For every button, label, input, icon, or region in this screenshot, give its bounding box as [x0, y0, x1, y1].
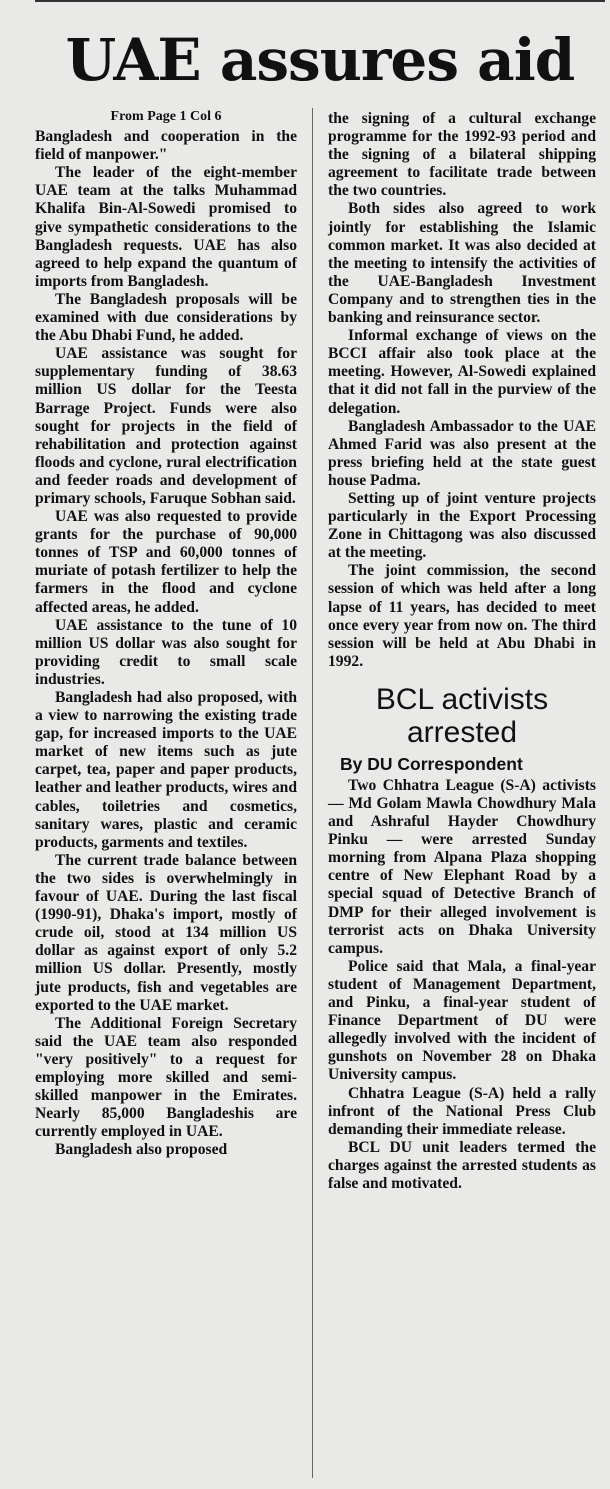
- byline: By DU Correspondent: [340, 753, 523, 774]
- paragraph: Bangladesh had also proposed, with a view to narrowing the existing trade gap, for increased imports to the UAE market of new items such as jute carpet, tea, paper and paper products, leather and leather products, wires and cables, toiletries and cosmetics, sanitary wares, plastic and ceramic products, garments and textiles.: [35, 689, 297, 851]
- paragraph: Bangladesh also proposed: [55, 1141, 228, 1159]
- second-story-headline: BCL activists arrested: [375, 682, 549, 749]
- paragraph: The leader of the eight-member UAE team at the talks Muhammad Khalifa Bin-Al-Sowedi promised to give sympathetic considerations to the Bangladesh requests. UAE has also agreed to help expand the quantum of imports from Bangladesh.: [35, 164, 297, 290]
- paragraph: The current trade balance between the two sides is overwhelmingly in favour of UAE. During the last fiscal (1990-91), Dhaka's import, mostly of crude oil, stood at 134 million US dollar as against export of only 5.2 million US dollar. Presently, mostly jute products, fish and vegetables are exported to the UAE market.: [35, 851, 297, 1014]
- continuation-line: From Page 1 Col 6: [110, 109, 222, 124]
- paragraph: UAE assistance to the tune of 10 million US dollar was also sought for providing credit to small scale industries.: [35, 616, 297, 688]
- paragraph: Both sides also agreed to work jointly for establishing the Islamic common market. It was also decided at the meeting to intensify the activities of the UAE-Bangladesh Investment Company and to strengthen ties in the banking and reinsurance sector.: [328, 200, 596, 327]
- paragraph: Chhatra League (S-A) held a rally infront of the National Press Club demanding their immediate release.: [328, 1084, 596, 1138]
- paragraph: UAE was also requested to provide grants for the purchase of 90,000 tonnes of TSP and 60,000 tonnes of muriate of potash fertilizer to help the farmers in the flood and cyclone affected areas, he added.: [35, 508, 297, 616]
- paragraph: The Additional Foreign Secretary said the UAE team also responded "very positively" to a request for employing more skilled and semi-skilled manpower in the Emirates. Nearly 85,000 Bangladeshis are currently employed in UAE.: [35, 1014, 297, 1141]
- paragraph: The joint commission, the second session of which was held after a long lapse of 11 years, has decided to meet once every year from now on. The third session will be held at Abu Dhabi in 1992.: [328, 562, 596, 670]
- paragraph: Bangladesh and cooperation in the field of manpower.": [35, 128, 297, 164]
- right-column: [328, 110, 596, 1193]
- paragraph: Setting up of joint venture projects particularly in the Export Processing Zone in Chittagong was also discussed at the meeting.: [328, 489, 596, 562]
- paragraph: Bangladesh Ambassador to the UAE Ahmed Farid was also present at the press briefing held at the state guest house Padma.: [328, 417, 596, 489]
- paragraph: Two Chhatra League (S-A) activists — Md Golam Mawla Chowdhury Mala and Ashraful Hayder Chowdhury Pinku — were arrested Sunday morning from Alpana Plaza shopping centre of New Elephant Road by a special squad of Detective Branch of DMP for their alleged involvement is terrorist acts on Dhaka University campus.: [328, 776, 596, 957]
- left-column: [35, 108, 297, 1159]
- paragraph: The Bangladesh proposals will be examined with due considerations by the Abu Dhabi Fund, he added.: [35, 290, 297, 345]
- paragraph: BCL DU unit leaders termed the charges against the arrested students as false and motivated.: [328, 1138, 596, 1192]
- paragraph: Police said that Mala, a final-year student of Management Department, and Pinku, a final-year student of Finance Department of DU were allegedly involved with the incident of gunshots on November 28 on Dhaka University campus.: [328, 957, 596, 1084]
- paragraph: the signing of a cultural exchange programme for the 1992-93 period and the signing of a bilateral shipping agreement to facilitate trade between the two countries.: [328, 110, 596, 200]
- column-divider: [312, 108, 313, 1478]
- top-rule: [35, 0, 605, 2]
- paragraph: UAE assistance was sought for supplementary funding of 38.63 million US dollar for the Teesta Barrage Project. Funds were also sought for projects in the field of rehabilitation and protection against floods and cyclone, rural electrification and feeder roads and development of primary schools, Faruque Sobhan said.: [35, 345, 297, 507]
- headline: UAE assures aid: [65, 26, 575, 94]
- paragraph: Informal exchange of views on the BCCI affair also took place at the meeting. However, Al-Sowedi explained that it did not fall in the purview of the delegation.: [328, 327, 596, 417]
